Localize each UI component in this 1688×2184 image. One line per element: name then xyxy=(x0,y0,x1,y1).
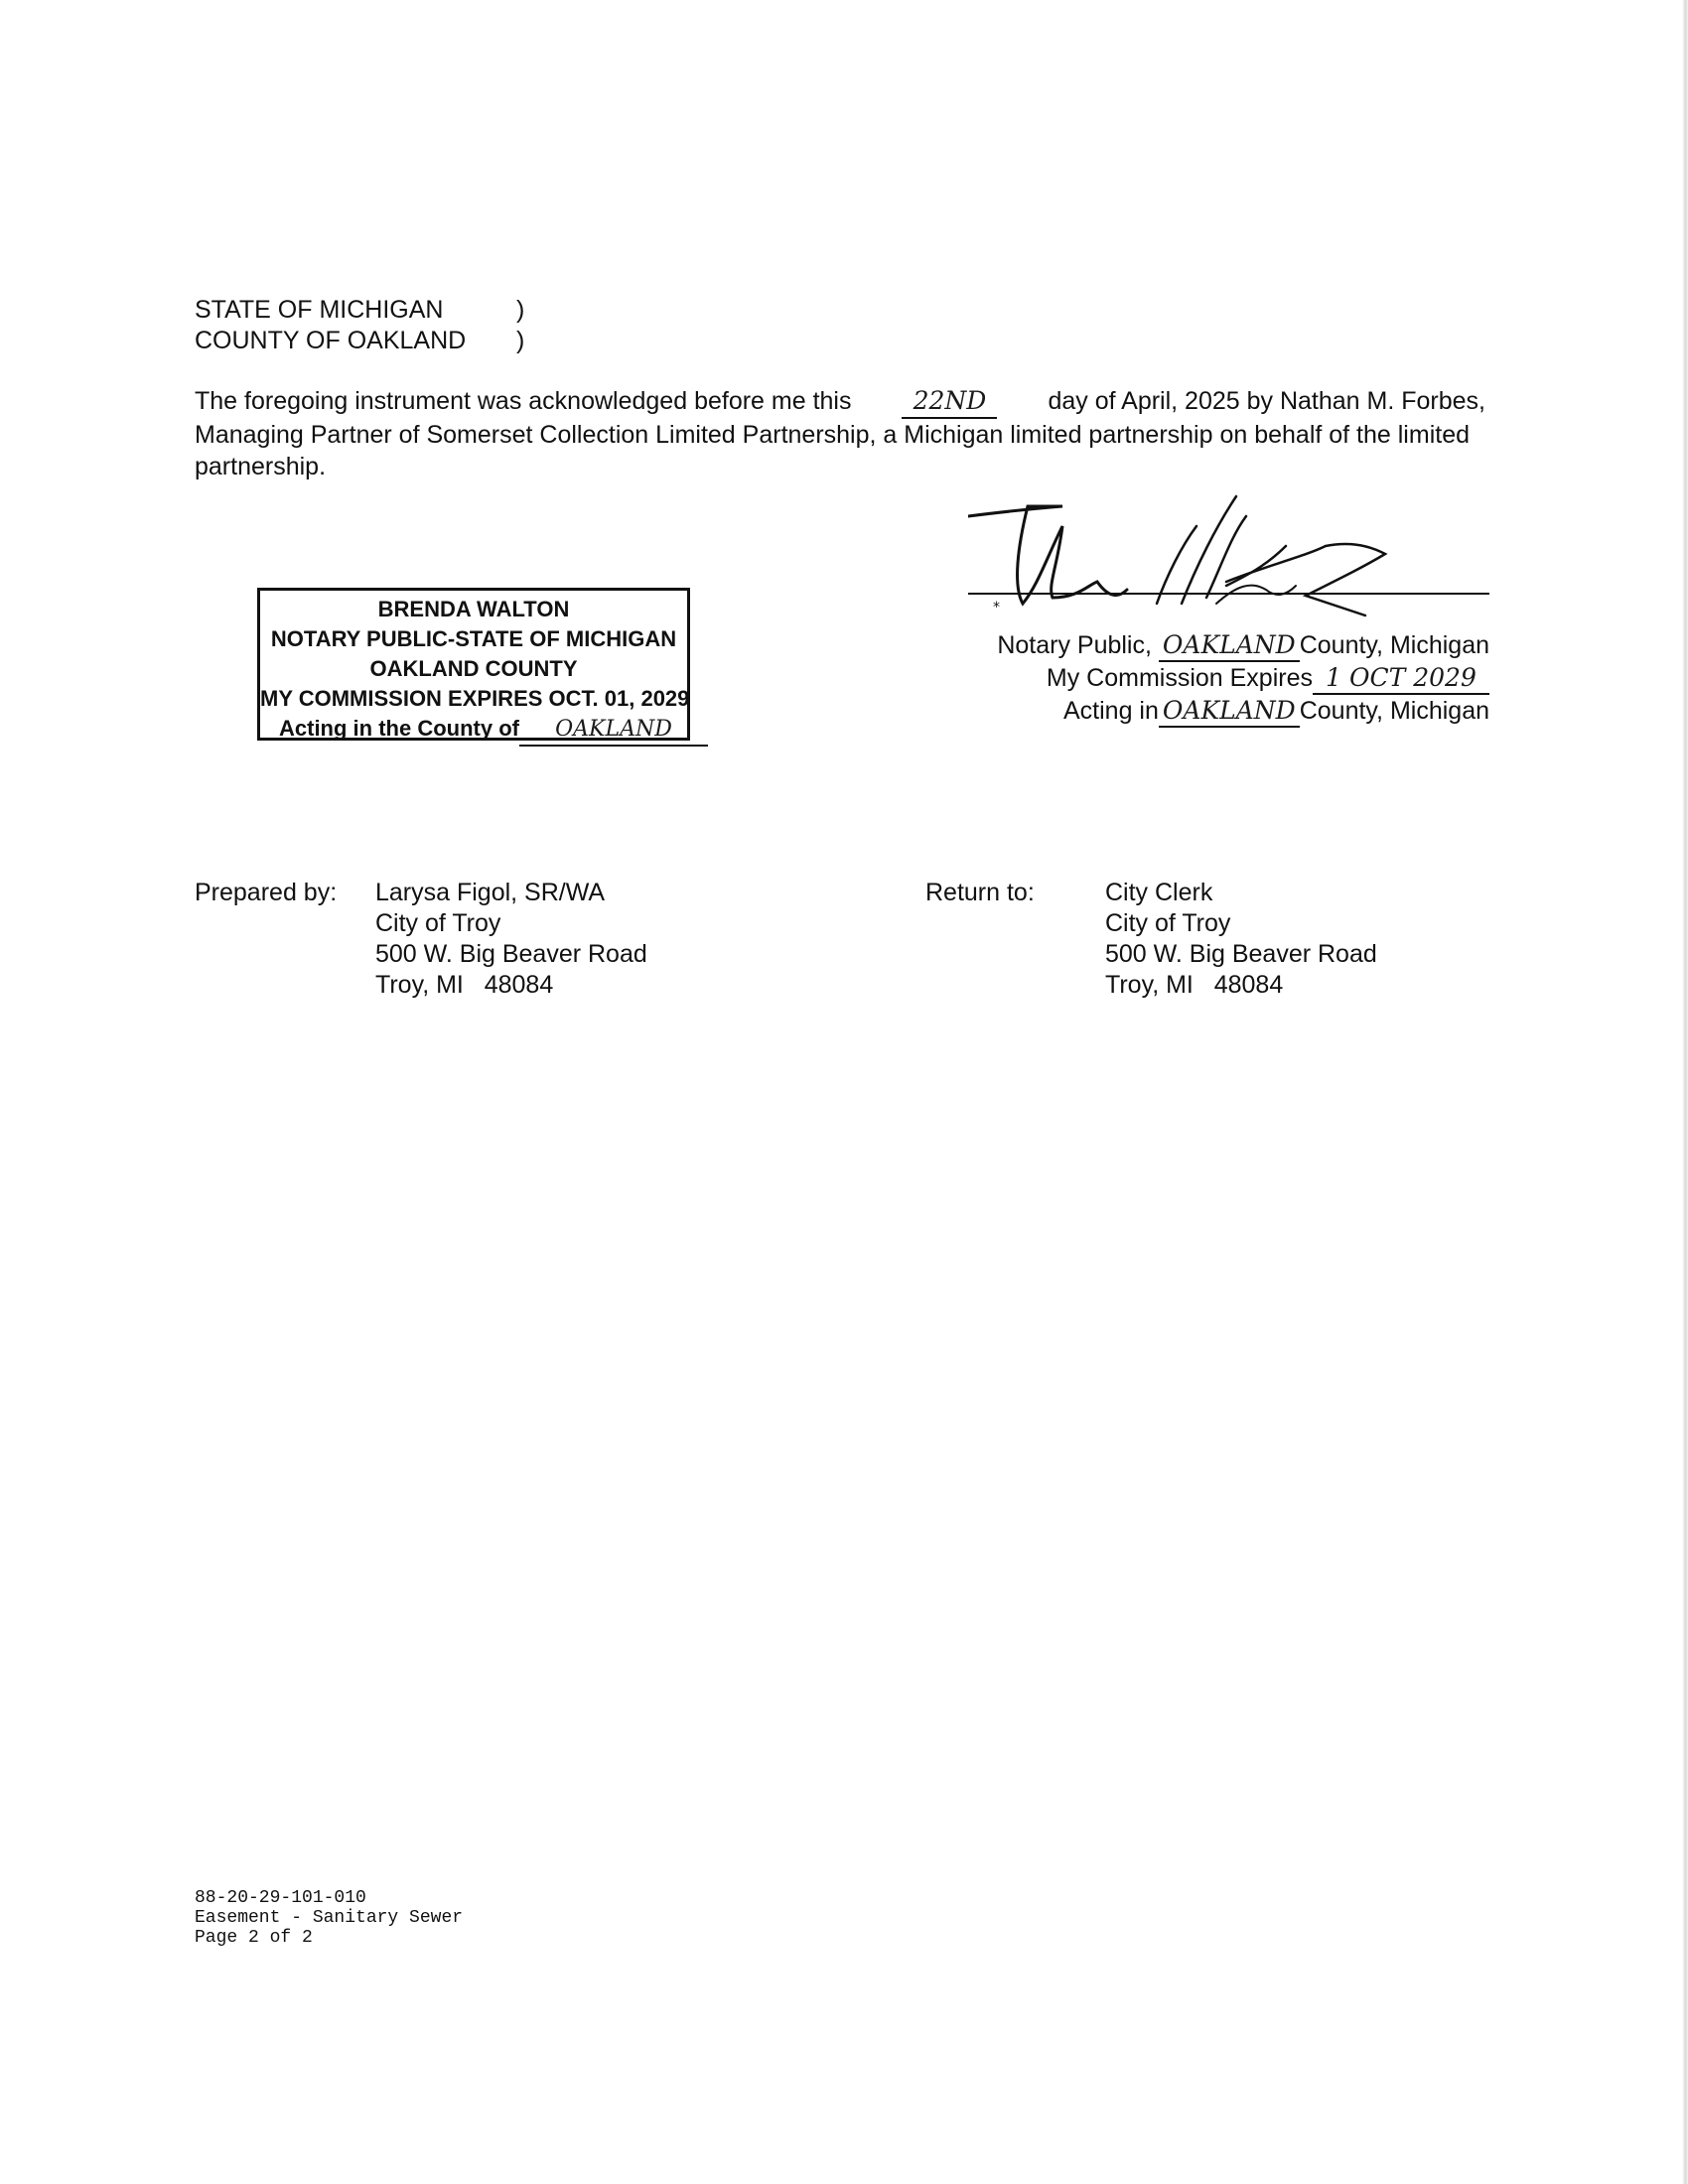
venue-paren: ) xyxy=(516,327,525,354)
venue-county: COUNTY OF OAKLAND xyxy=(195,327,467,354)
return-to-name: City Clerk xyxy=(1105,879,1213,906)
return-to-address xyxy=(1105,878,1377,1001)
stamp-title: NOTARY PUBLIC-STATE OF MICHIGAN xyxy=(270,626,677,651)
venue-paren: ) xyxy=(516,296,525,324)
ack-line-1 xyxy=(195,385,1485,419)
prepared-by-name: Larysa Figol, SR/WA xyxy=(375,879,606,906)
notary-expires-label: My Commission Expires xyxy=(1046,664,1313,692)
return-to-street: 500 W. Big Beaver Road xyxy=(1105,940,1377,968)
stamp-county: OAKLAND COUNTY xyxy=(369,656,578,681)
ack-text: The foregoing instrument was acknowledged before me this xyxy=(195,387,852,415)
notary-public-prefix: Notary Public, xyxy=(997,631,1152,659)
notary-stamp xyxy=(257,588,690,741)
scan-edge xyxy=(1682,0,1688,2184)
notary-public-suffix: County, Michigan xyxy=(1299,631,1489,659)
stamp-name: BRENDA WALTON xyxy=(377,597,570,621)
return-to-org: City of Troy xyxy=(1105,909,1231,937)
prepared-by-address xyxy=(375,878,647,1001)
stamp-acting-handwritten: OAKLAND xyxy=(519,715,708,747)
footer-parcel: 88-20-29-101-010 xyxy=(195,1888,366,1908)
document-footer xyxy=(195,1888,463,1948)
acknowledgment-paragraph xyxy=(195,385,1485,482)
prepared-by-label: Prepared by: xyxy=(195,879,338,906)
return-to-city: Troy, MI 48084 xyxy=(1105,971,1284,999)
handwritten-day: 22ND xyxy=(902,385,997,419)
prepared-by-org: City of Troy xyxy=(375,909,501,937)
notary-acting-prefix: Acting in xyxy=(1063,697,1159,725)
notary-public-county: OAKLAND xyxy=(1159,629,1300,662)
ack-text: day of April, 2025 by Nathan M. Forbes, xyxy=(1048,387,1485,415)
prepared-by-city: Troy, MI 48084 xyxy=(375,971,554,999)
notary-acting-suffix: County, Michigan xyxy=(1299,697,1489,725)
footer-doc: Easement - Sanitary Sewer xyxy=(195,1908,464,1928)
stamp-expires: MY COMMISSION EXPIRES OCT. 01, 2029 xyxy=(260,686,690,711)
notary-expires-date: 1 OCT 2029 xyxy=(1313,662,1489,695)
notary-acting-county: OAKLAND xyxy=(1159,695,1300,728)
ack-line-3: partnership. xyxy=(195,453,327,480)
prepared-by-street: 500 W. Big Beaver Road xyxy=(375,940,647,968)
notary-signature xyxy=(968,486,1494,625)
venue-state: STATE OF MICHIGAN xyxy=(195,296,444,324)
ack-line-2 xyxy=(195,419,1485,451)
notary-acting-line xyxy=(953,695,1489,728)
notary-block xyxy=(953,629,1489,728)
notary-expires-line xyxy=(953,662,1489,695)
stamp-acting-label: Acting in the County of xyxy=(279,716,519,741)
notary-public-line xyxy=(953,629,1489,662)
ack-text: Managing Partner of Somerset Collection Limited Partnership, a Michigan limited partnership on behalf of the limited xyxy=(195,421,1470,449)
svg-text:*: * xyxy=(993,600,1000,615)
return-to-label: Return to: xyxy=(925,879,1035,906)
footer-page: Page 2 of 2 xyxy=(195,1928,313,1948)
stamp-acting xyxy=(260,714,687,747)
